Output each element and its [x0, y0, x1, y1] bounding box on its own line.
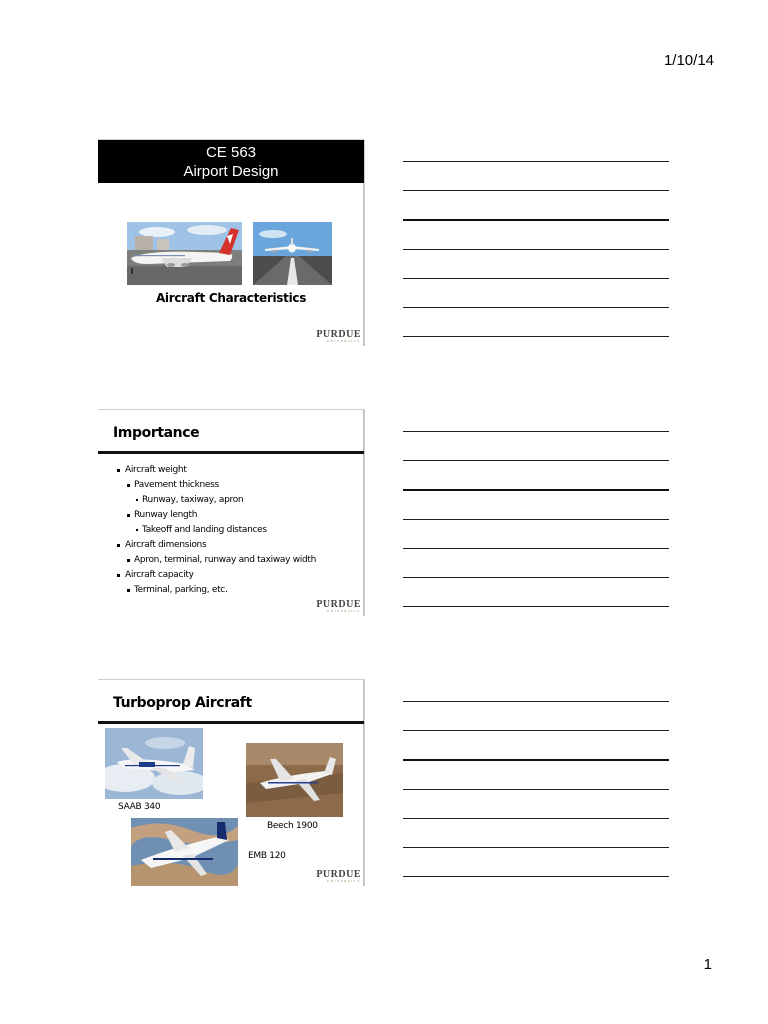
purdue-wordmark: PURDUE — [316, 869, 361, 880]
beech-1900-photo — [246, 743, 343, 817]
note-line — [403, 431, 669, 432]
note-line — [403, 219, 669, 221]
note-line — [403, 249, 669, 250]
bullet-item: Aircraft weight — [98, 463, 364, 478]
note-line — [403, 701, 669, 702]
page-date: 1/10/14 — [663, 52, 714, 69]
page-number: 1 — [703, 956, 712, 973]
qantas-a380-photo — [127, 222, 242, 285]
note-line — [403, 789, 669, 790]
bullet-item: Runway length — [98, 508, 364, 523]
purdue-university-text: UNIVERSITY — [327, 609, 361, 613]
note-line — [403, 548, 669, 549]
slide-title — [98, 139, 365, 346]
caption-saab-340: SAAB 340 — [118, 802, 161, 812]
course-code: CE 563 — [205, 144, 257, 161]
note-line — [403, 577, 669, 578]
course-name: Airport Design — [183, 163, 279, 180]
note-line — [403, 307, 669, 308]
caption-emb-120: EMB 120 — [248, 851, 286, 861]
bullet-item: Terminal, parking, etc. — [98, 583, 364, 598]
bullet-item: Apron, terminal, runway and taxiway width — [98, 553, 364, 568]
note-line — [403, 759, 669, 761]
note-line — [403, 876, 669, 877]
slide-heading: Turboprop Aircraft — [98, 680, 364, 724]
note-line — [403, 847, 669, 848]
note-line — [403, 336, 669, 337]
slide-turboprop — [98, 679, 365, 886]
note-line — [403, 519, 669, 520]
note-line — [403, 278, 669, 279]
bullet-item: Aircraft dimensions — [98, 538, 364, 553]
purdue-wordmark: PURDUE — [316, 599, 361, 610]
purdue-logo — [316, 599, 361, 613]
a380-runway-photo — [253, 222, 332, 285]
note-line — [403, 489, 669, 491]
purdue-logo — [316, 329, 361, 343]
slide-heading: Importance — [98, 410, 364, 454]
note-line — [403, 460, 669, 461]
emb-120-photo — [131, 818, 238, 886]
bullet-list — [98, 454, 364, 598]
note-line — [403, 190, 669, 191]
bullet-item: Runway, taxiway, apron — [98, 493, 364, 508]
bullet-item: Aircraft capacity — [98, 568, 364, 583]
note-line — [403, 161, 669, 162]
caption-beech-1900: Beech 1900 — [267, 821, 318, 831]
note-line — [403, 606, 669, 607]
bullet-item: Takeoff and landing distances — [98, 523, 364, 538]
bullet-item: Pavement thickness — [98, 478, 364, 493]
slide-subtitle: Aircraft Characteristics — [155, 291, 307, 305]
note-line — [403, 730, 669, 731]
purdue-university-text: UNIVERSITY — [327, 339, 361, 343]
slide-importance — [98, 409, 365, 616]
saab-340-photo — [105, 728, 203, 799]
note-line — [403, 818, 669, 819]
title-bar — [98, 140, 364, 183]
purdue-wordmark: PURDUE — [316, 329, 361, 340]
purdue-logo — [316, 869, 361, 883]
purdue-university-text: UNIVERSITY — [327, 879, 361, 883]
